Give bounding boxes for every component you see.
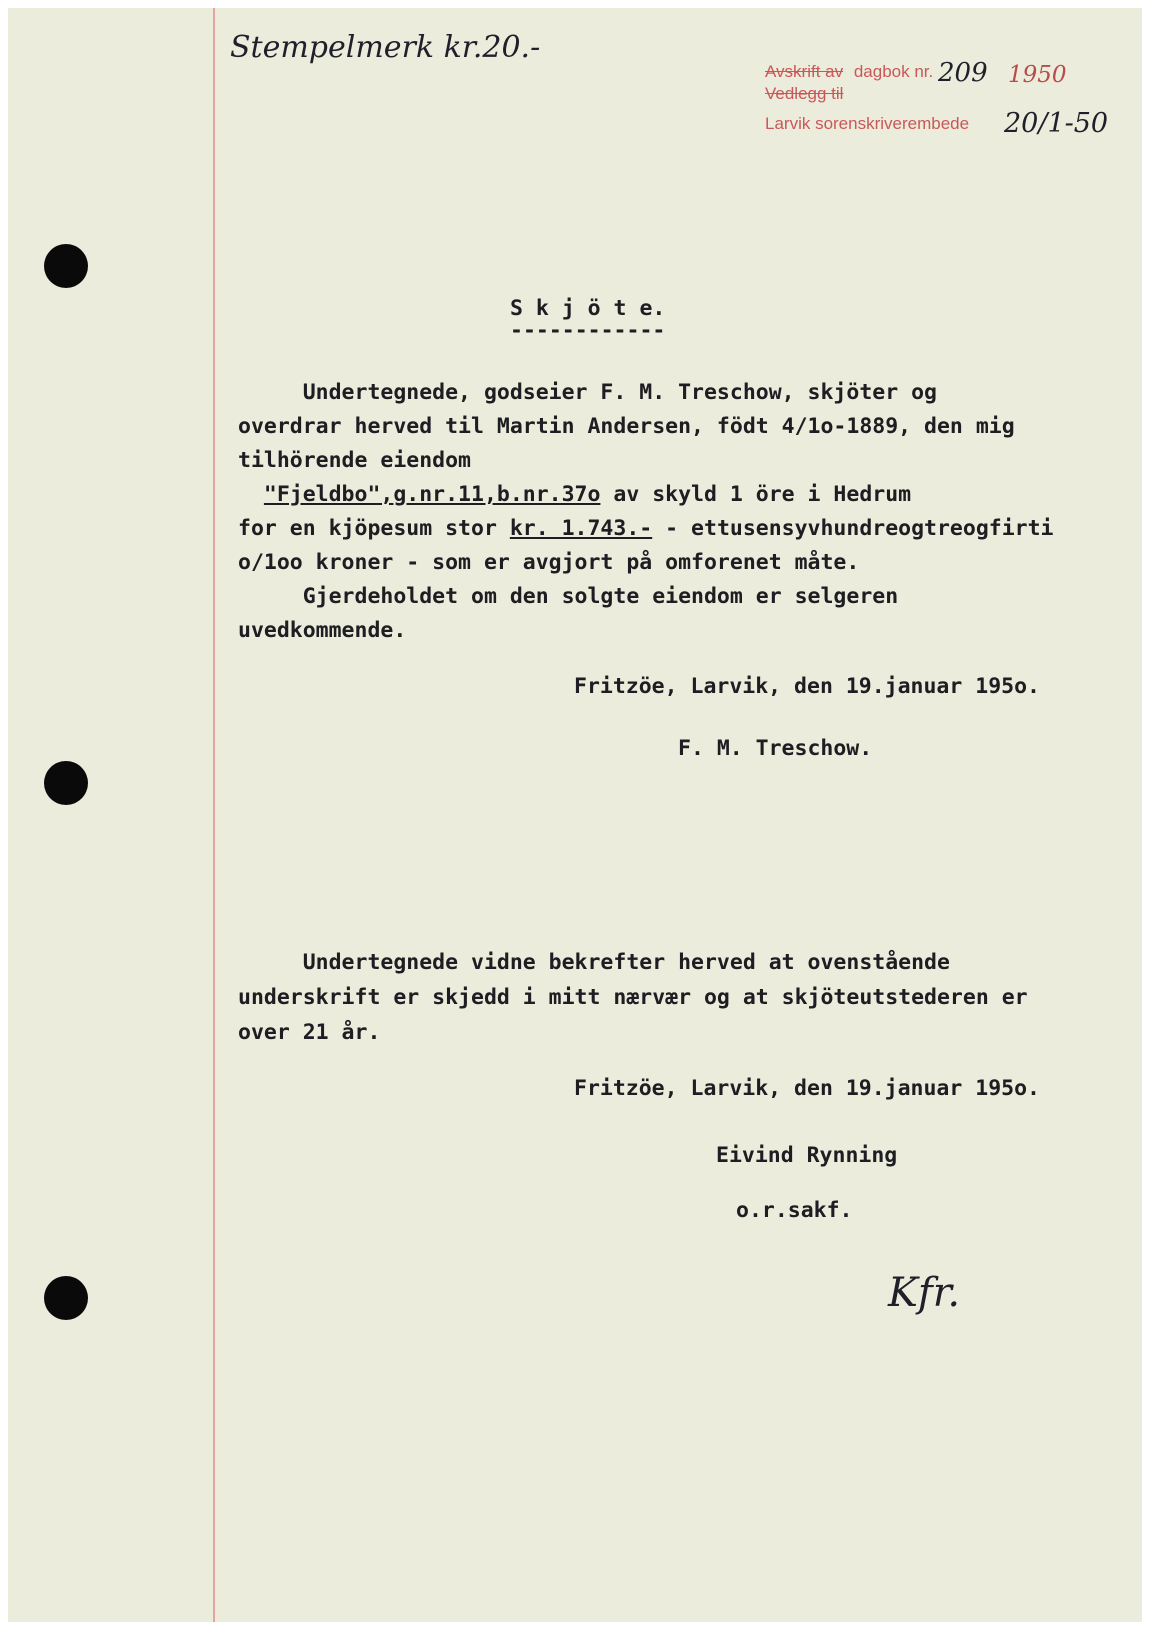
witness-line: Undertegnede vidne bekrefter herved at ovenstående xyxy=(238,950,950,975)
price-amount: kr. 1.743.- xyxy=(509,516,653,541)
punch-hole-top xyxy=(44,244,88,288)
stamp-duty-note: Stempelmerk kr.20.- xyxy=(230,30,541,65)
price-prefix: for en kjöpesum stor xyxy=(238,516,510,541)
document-title: S k j ö t e. xyxy=(510,296,666,321)
margin-rule xyxy=(213,8,215,1622)
punch-hole-middle xyxy=(44,761,88,805)
document-page xyxy=(8,8,1142,1622)
property-designation: "Fjeldbo",g.nr.11,b.nr.37o xyxy=(263,482,601,507)
signer-1: F. M. Treschow. xyxy=(678,736,873,761)
place-date-1: Fritzöe, Larvik, den 19.januar 195o. xyxy=(574,674,1040,699)
registry-stamp-line1 xyxy=(765,62,933,82)
stamp-struck-text-1: Avskrift av xyxy=(765,62,844,81)
body-line: uvedkommende. xyxy=(238,618,407,643)
handwritten-initials: Kfr. xyxy=(888,1270,961,1316)
property-rest: av skyld 1 öre i Hedrum xyxy=(600,482,912,507)
title-rule: ------------ xyxy=(510,318,666,343)
price-line xyxy=(238,516,1054,541)
property-indent xyxy=(238,482,264,507)
place-date-2: Fritzöe, Larvik, den 19.januar 195o. xyxy=(574,1076,1040,1101)
signer-2: Eivind Rynning xyxy=(716,1143,898,1168)
body-line: overdrar herved til Martin Andersen, födt 4/1o-1889, den mig xyxy=(238,414,1015,439)
price-rest: - ettusensyvhundreogtreogfirti xyxy=(652,516,1054,541)
witness-line: underskrift er skjedd i mitt nærvær og at skjöteutstederen er xyxy=(238,985,1028,1010)
stamp-struck-text-2: Vedlegg til xyxy=(765,84,844,103)
stamp-year: 1950 xyxy=(1008,62,1067,88)
body-line: Undertegnede, godseier F. M. Treschow, skjöter og xyxy=(238,380,937,405)
body-line: tilhörende eiendom xyxy=(238,448,471,473)
body-line: Gjerdeholdet om den solgte eiendom er selgeren xyxy=(238,584,899,609)
registry-stamp-line2 xyxy=(765,84,843,104)
stamp-date: 20/1-50 xyxy=(1004,108,1109,139)
punch-hole-bottom xyxy=(44,1276,88,1320)
body-line: o/1oo kroner - som er avgjort på omforenet måte. xyxy=(238,550,860,575)
stamp-dagbok-label: dagbok nr. xyxy=(853,62,934,81)
stamp-number: 209 xyxy=(938,58,988,88)
signer-2-title: o.r.sakf. xyxy=(736,1198,853,1223)
property-line xyxy=(238,482,911,507)
witness-line: over 21 år. xyxy=(238,1020,381,1045)
registry-stamp-line3: Larvik sorenskriverembede xyxy=(765,114,970,133)
